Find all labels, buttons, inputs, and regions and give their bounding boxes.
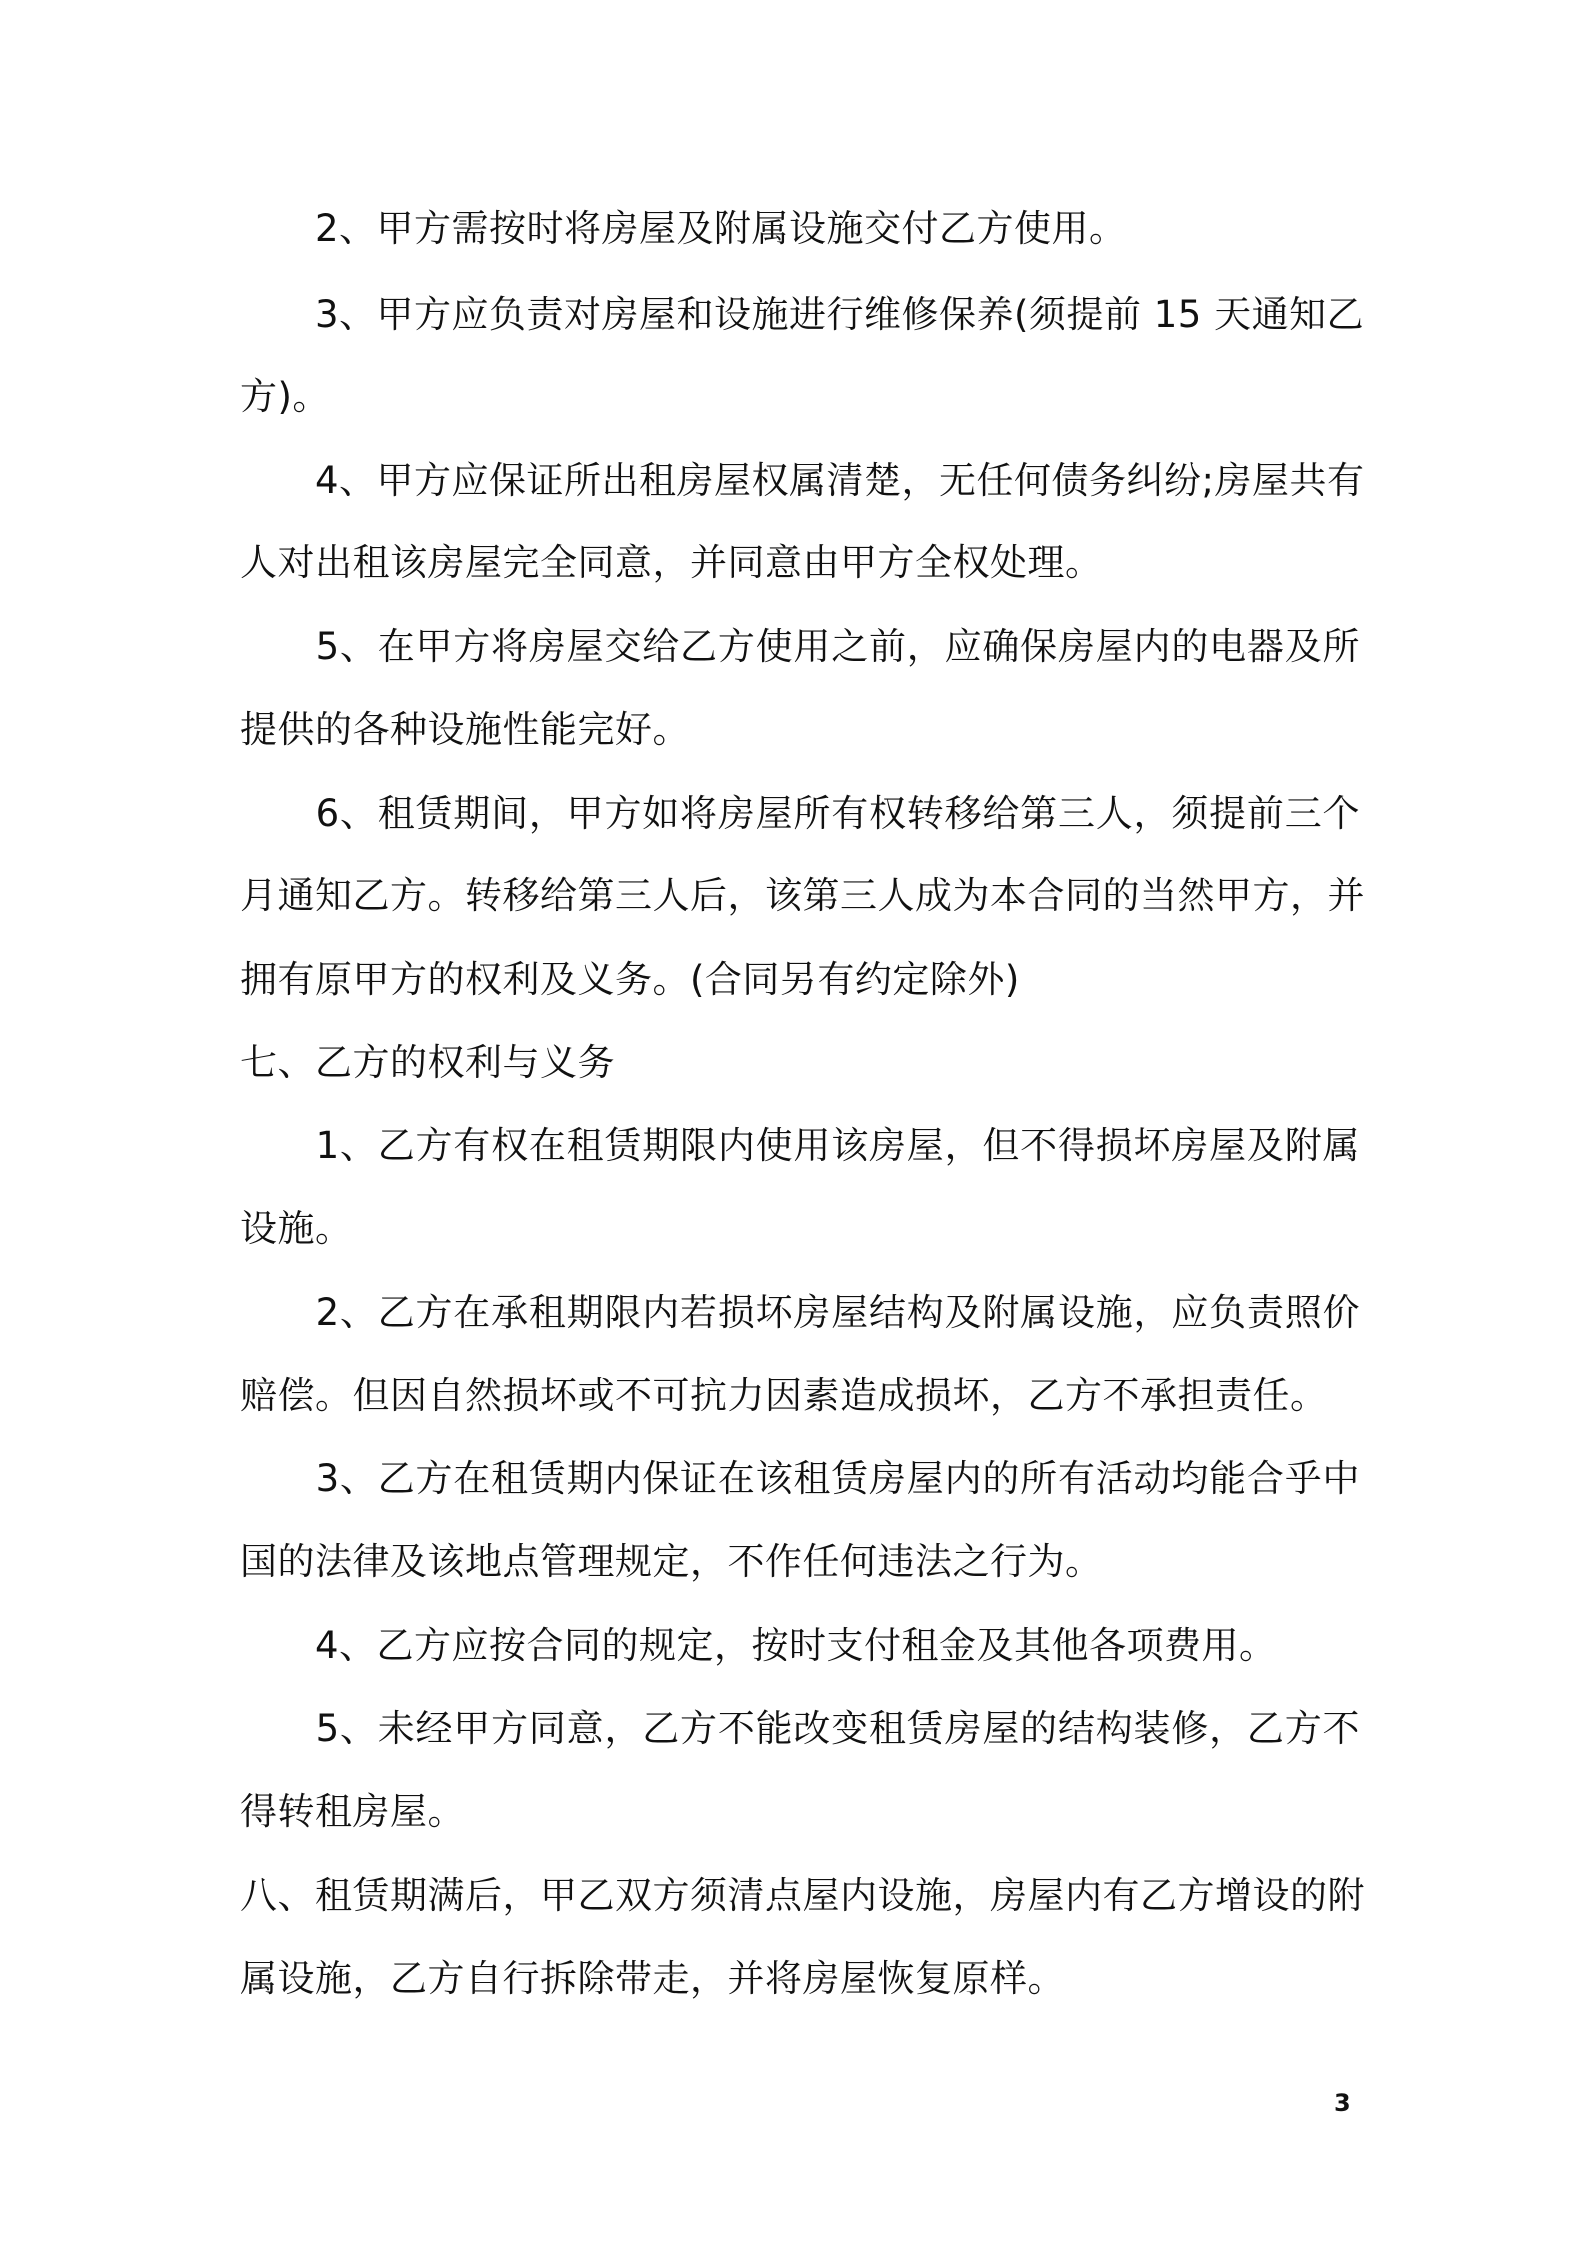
paragraph-line: 属设施，乙方自行拆除带走，并将房屋恢复原样。	[240, 1957, 1065, 2000]
paragraph-line: 4、甲方应保证所出租房屋权属清楚，无任何债务纠纷;房屋共有	[240, 459, 1365, 502]
paragraph-line: 3、乙方在租赁期内保证在该租赁房屋内的所有活动均能合乎中	[240, 1457, 1360, 1500]
paragraph-line: 赔偿。但因自然损坏或不可抗力因素造成损坏，乙方不承担责任。	[240, 1374, 1328, 1417]
paragraph-line: 6、租赁期间，甲方如将房屋所有权转移给第三人，须提前三个	[240, 792, 1360, 835]
paragraph-line: 月通知乙方。转移给第三人后，该第三人成为本合同的当然甲方，并	[240, 874, 1365, 917]
paragraph-line: 4、乙方应按合同的规定，按时支付租金及其他各项费用。	[240, 1624, 1277, 1667]
paragraph-line: 人对出租该房屋完全同意，并同意由甲方全权处理。	[240, 541, 1103, 584]
paragraph-line: 国的法律及该地点管理规定，不作任何违法之行为。	[240, 1540, 1103, 1583]
section-heading: 七、乙方的权利与义务	[240, 1041, 615, 1084]
paragraph-line: 得转租房屋。	[240, 1790, 465, 1833]
paragraph-line: 1、乙方有权在租赁期限内使用该房屋，但不得损坏房屋及附属	[240, 1124, 1360, 1167]
paragraph-line: 5、未经甲方同意，乙方不能改变租赁房屋的结构装修，乙方不	[240, 1707, 1360, 1750]
paragraph-line: 拥有原甲方的权利及义务。(合同另有约定除外)	[240, 958, 1020, 1001]
paragraph-line: 提供的各种设施性能完好。	[240, 708, 690, 751]
paragraph-line: 5、在甲方将房屋交给乙方使用之前，应确保房屋内的电器及所	[240, 625, 1360, 668]
page-number: 3	[1334, 2089, 1351, 2117]
paragraph-line: 3、甲方应负责对房屋和设施进行维修保养(须提前 15 天通知乙	[240, 293, 1365, 336]
paragraph-line: 八、租赁期满后，甲乙双方须清点屋内设施，房屋内有乙方增设的附	[240, 1874, 1365, 1917]
paragraph-line: 2、乙方在承租期限内若损坏房屋结构及附属设施，应负责照价	[240, 1291, 1360, 1334]
paragraph-line: 2、甲方需按时将房屋及附属设施交付乙方使用。	[240, 207, 1127, 250]
paragraph-line: 方)。	[240, 375, 330, 418]
paragraph-line: 设施。	[240, 1207, 353, 1250]
